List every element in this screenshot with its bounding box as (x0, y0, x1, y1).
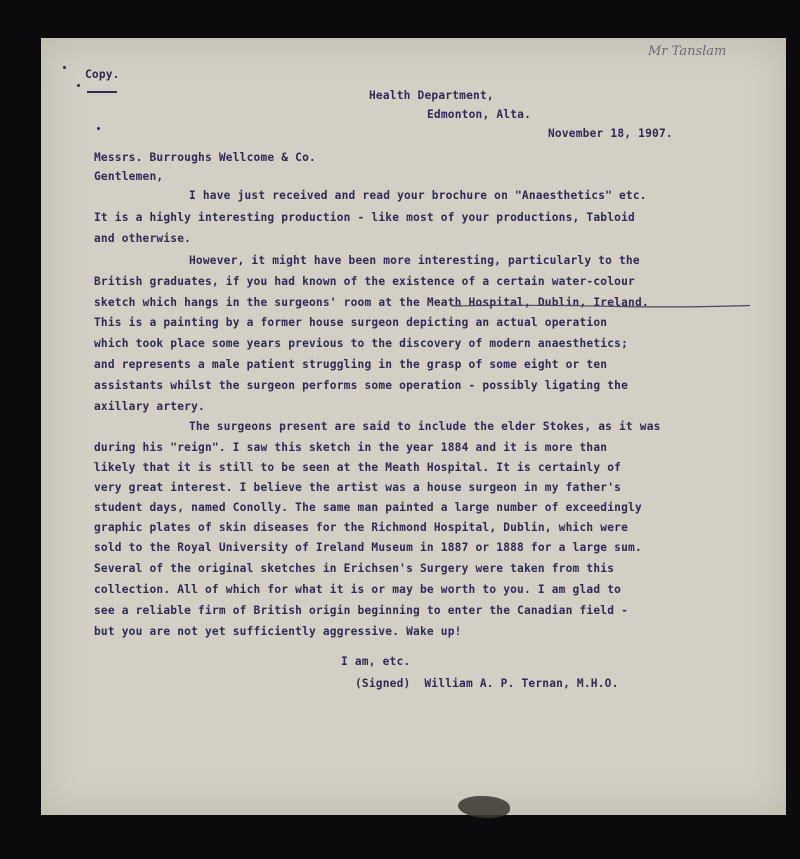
department-name: Health Department, (369, 89, 494, 102)
body-line: axillary artery. (94, 400, 205, 413)
letter-date: November 18, 1907. (548, 127, 673, 140)
body-line: see a reliable firm of British origin beginning to enter the Canadian field - (94, 604, 629, 617)
body-line: This is a painting by a former house surgeon depicting an actual operation (94, 316, 608, 329)
body-line: However, it might have been more interesting, particularly to the (189, 254, 640, 267)
body-line: British graduates, if you had known of the existence of a certain water-colour (94, 275, 635, 288)
body-line: likely that it is still to be seen at the Meath Hospital. It is certainly of (94, 461, 622, 474)
ink-speck (97, 127, 100, 130)
closing: I am, etc. (341, 655, 411, 668)
copy-underline (87, 91, 117, 93)
copy-label: Copy. (85, 68, 120, 81)
handwritten-annotation: Mr Tanslam (648, 44, 727, 59)
body-line: but you are not yet sufficiently aggressive. Wake up! (94, 625, 462, 638)
body-line: sold to the Royal University of Ireland Museum in 1887 or 1888 for a large sum. (94, 541, 642, 554)
ink-speck (63, 66, 66, 69)
body-line: very great interest. I believe the artist was a house surgeon in my father's (94, 481, 622, 494)
body-line: collection. All of which for what it is or may be worth to you. I am glad to (94, 583, 622, 596)
body-line: student days, named Conolly. The same man painted a large number of exceedingly (94, 501, 642, 514)
body-line: which took place some years previous to the discovery of modern anaesthetics; (94, 337, 629, 350)
handwritten-underline (452, 304, 750, 308)
body-line: assistants whilst the surgeon performs some operation - possibly ligating the (94, 379, 629, 392)
body-line: It is a highly interesting production - like most of your productions, Tabloid (94, 211, 635, 224)
body-line: sketch which hangs in the surgeons' room at the Meath Hospital, Dublin, Ireland. (94, 296, 649, 309)
body-line: and represents a male patient struggling in the grasp of some eight or ten (94, 358, 608, 371)
signature: (Signed) William A. P. Ternan, M.H.O. (355, 677, 619, 690)
salutation: Gentlemen, (94, 170, 164, 183)
addressee: Messrs. Burroughs Wellcome & Co. (94, 151, 316, 164)
body-line: during his "reign". I saw this sketch in the year 1884 and it is more than (94, 441, 608, 454)
department-location: Edmonton, Alta. (427, 108, 532, 121)
body-line: The surgeons present are said to include the elder Stokes, as it was (189, 420, 661, 433)
ink-speck (77, 84, 80, 87)
body-line: I have just received and read your brochure on "Anaesthetics" etc. (189, 189, 647, 202)
body-line: graphic plates of skin diseases for the Richmond Hospital, Dublin, which were (94, 521, 629, 534)
body-line: and otherwise. (94, 232, 192, 245)
body-line: Several of the original sketches in Erichsen's Surgery were taken from this (94, 562, 615, 575)
